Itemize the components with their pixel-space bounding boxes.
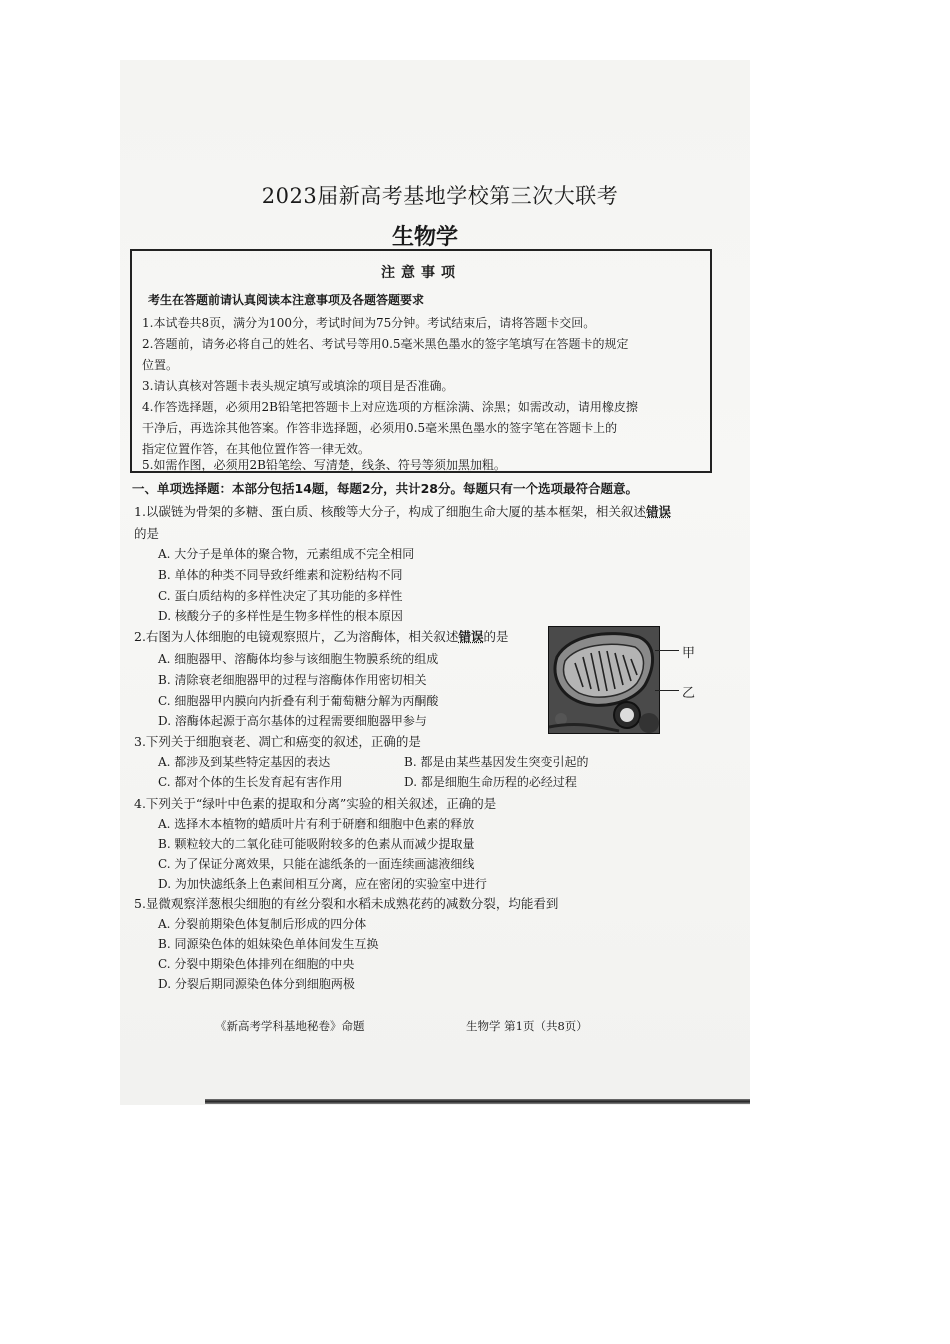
question-2-stem-end: 的是 [483, 629, 509, 644]
footer-page-number: 生物学 第1页（共8页） [466, 1019, 588, 1033]
question-3-option-c: C. 都对个体的生长发育起有害作用 [158, 775, 343, 789]
figure-label-yi: 乙 [682, 686, 696, 701]
question-4-option-c: C. 为了保证分离效果，只能在滤纸条的一面连续画滤液细线 [158, 857, 475, 871]
notice-line: 干净后，再选涂其他答案。作答非选择题，必须用0.5毫米黑色墨水的签字笔在答题卡上的 [142, 421, 618, 435]
question-5-option-d: D. 分裂后期同源染色体分到细胞两极 [158, 977, 355, 991]
question-2-option-b: B. 清除衰老细胞器甲的过程与溶酶体作用密切相关 [158, 673, 427, 687]
electron-micrograph [548, 626, 660, 734]
micrograph-image [549, 627, 659, 733]
figure-label-jia: 甲 [682, 646, 696, 661]
notice-line: 1.本试卷共8页，满分为100分，考试时间为75分钟。考试结束后，请将答题卡交回。 [142, 316, 596, 330]
question-2-stem-text: 2.右图为人体细胞的电镜观察照片，乙为溶酶体，相关叙述 [134, 629, 459, 644]
question-3-stem: 3.下列关于细胞衰老、凋亡和癌变的叙述，正确的是 [134, 734, 421, 749]
question-4-option-a: A. 选择木本植物的蜡质叶片有利于研磨和细胞中色素的释放 [158, 817, 475, 831]
question-5-option-b: B. 同源染色体的姐妹染色单体间发生互换 [158, 937, 379, 951]
question-2-option-c: C. 细胞器甲内膜向内折叠有利于葡萄糖分解为丙酮酸 [158, 694, 439, 708]
section-heading: 一、单项选择题：本部分包括14题，每题2分，共计28分。每题只有一个选项最符合题意。 [132, 481, 638, 496]
question-5-stem: 5.显微观察洋葱根尖细胞的有丝分裂和水稻未成熟花药的减数分裂，均能看到 [134, 896, 559, 911]
notice-line: 位置。 [142, 358, 179, 372]
notice-box [130, 249, 712, 473]
question-2-option-a: A. 细胞器甲、溶酶体均参与该细胞生物膜系统的组成 [158, 652, 439, 666]
question-3-option-a: A. 都涉及到某些特定基因的表达 [158, 755, 331, 769]
question-5-option-a: A. 分裂前期染色体复制后形成的四分体 [158, 917, 367, 931]
notice-line: 指定位置作答，在其他位置作答一律无效。 [142, 442, 371, 456]
notice-line: 5.如需作图，必须用2B铅笔绘、写清楚，线条、符号等须加黑加粗。 [142, 458, 506, 472]
notice-line: 4.作答选择题，必须用2B铅笔把答题卡上对应选项的方框涂满、涂黑；如需改动，请用橡皮擦 [142, 400, 638, 414]
label-leader-line [655, 690, 679, 691]
scan-edge-shadow [205, 1099, 750, 1104]
question-3-option-d: D. 都是细胞生命历程的必经过程 [404, 775, 577, 789]
question-2-emphasis: 错误 [458, 629, 484, 644]
subject-title: 生物学 [392, 225, 459, 250]
question-4-stem: 4.下列关于“绿叶中色素的提取和分离”实验的相关叙述，正确的是 [134, 796, 497, 811]
question-1-option-b: B. 单体的种类不同导致纤维素和淀粉结构不同 [158, 568, 403, 582]
question-1-option-c: C. 蛋白质结构的多样性决定了其功能的多样性 [158, 589, 403, 603]
question-1-stem-text: 1.以碳链为骨架的多糖、蛋白质、核酸等大分子，构成了细胞生命大厦的基本框架，相关叙述 [134, 504, 646, 519]
notice-intro: 考生在答题前请认真阅读本注意事项及各题答题要求 [148, 293, 425, 307]
notice-line: 2.答题前，请务必将自己的姓名、考试号等用0.5毫米黑色墨水的签字笔填写在答题卡的规定 [142, 337, 629, 351]
footer-source: 《新高考学科基地秘卷》命题 [215, 1019, 365, 1033]
question-4-option-b: B. 颗粒较大的二氧化硅可能吸附较多的色素从而减少提取量 [158, 837, 475, 851]
question-3-option-b: B. 都是由某些基因发生突变引起的 [404, 755, 589, 769]
label-leader-line [655, 650, 679, 651]
question-4-option-d: D. 为加快滤纸条上色素间相互分离，应在密闭的实验室中进行 [158, 877, 487, 891]
question-2-stem [134, 627, 508, 645]
question-1-emphasis: 错误 [645, 504, 671, 519]
question-2-option-d: D. 溶酶体起源于高尔基体的过程需要细胞器甲参与 [158, 714, 427, 728]
question-1-option-a: A. 大分子是单体的聚合物，元素组成不完全相同 [158, 547, 415, 561]
notice-line: 3.请认真核对答题卡表头规定填写或填涂的项目是否准确。 [142, 379, 454, 393]
question-1-stem-line2: 的是 [134, 526, 160, 541]
exam-title: 2023届新高考基地学校第三次大联考 [261, 184, 619, 208]
question-5-option-c: C. 分裂中期染色体排列在细胞的中央 [158, 957, 355, 971]
question-1-option-d: D. 核酸分子的多样性是生物多样性的根本原因 [158, 609, 403, 623]
question-1-stem [134, 502, 671, 520]
notice-title: 注意事项 [381, 265, 461, 281]
